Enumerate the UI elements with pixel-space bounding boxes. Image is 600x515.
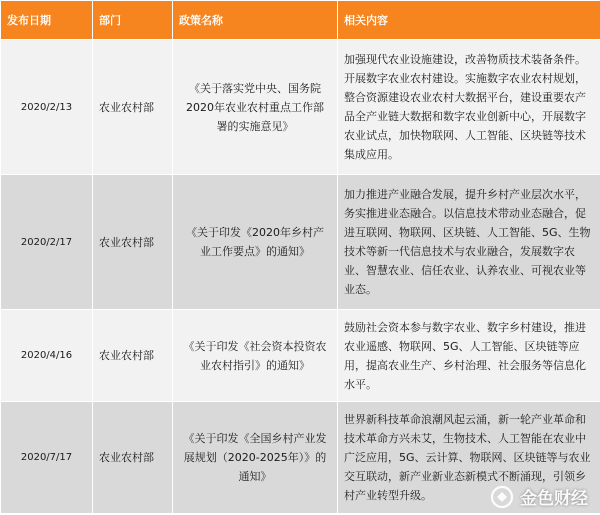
header-policy-name: 政策名称: [173, 1, 338, 40]
row-policy-name: 《关于印发《全国乡村产业发展规划（2020-2025年）》的通知》: [173, 402, 338, 514]
row-policy-name: 《关于落实党中央、国务院2020年农业农村重点工作部署的实施意见》: [173, 40, 338, 175]
row-content: 加强现代农业设施建设，改善物质技术装备条件。开展数字农业农村建设。实施数字农业农村规划，整合资源建设农业农村大数据平台，建设重要农产品全产业链大数据和数字农业创新中心，开展数字农业试点，加快物联网、人工智能、区块链等技术集成应用。: [338, 40, 600, 175]
table-row: [1, 310, 600, 402]
row-department: 农业农村部: [93, 310, 173, 402]
table-row: [1, 175, 600, 310]
row-content: 世界新科技革命浪潮风起云涌，新一轮产业革命和技术革命方兴未艾，生物技术、人工智能在农业中广泛应用，5G、云计算、物联网、区块链等与农业交互联动，新产业新业态新模式不断涌现，引领乡村产业转型升级。: [338, 402, 600, 514]
golden-coin-logo-icon: [490, 485, 514, 509]
header-related-content: 相关内容: [338, 1, 600, 40]
row-content: 鼓励社会资本参与数字农业、数字乡村建设，推进农业遥感、物联网、5G、人工智能、区块链等应用，提高农业生产、乡村治理、社会服务等信息化水平。: [338, 310, 600, 402]
row-department: 农业农村部: [93, 175, 173, 310]
row-content: 加力推进产业融合发展，提升乡村产业层次水平，务实推进业态融合。以信息技术带动业态融合，促进互联网、物联网、区块链、人工智能、5G、生物技术等新一代信息技术与农业融合，发展数字农业、智慧农业、信任农业、认养农业、可视农业等业态。: [338, 175, 600, 310]
row-date: 2020/4/16: [1, 310, 93, 402]
table-row: [1, 40, 600, 175]
row-department: 农业农村部: [93, 402, 173, 514]
row-date: 2020/2/13: [1, 40, 93, 175]
table-header: [1, 1, 600, 40]
row-policy-name: 《关于印发《社会资本投资农业农村指引》的通知》: [173, 310, 338, 402]
header-release-date: 发布日期: [1, 1, 93, 40]
row-department: 农业农村部: [93, 40, 173, 175]
row-date: 2020/2/17: [1, 175, 93, 310]
watermark-text: 金色财经: [520, 489, 588, 509]
watermark: [490, 484, 588, 509]
header-department: 部门: [93, 1, 173, 40]
row-policy-name: 《关于印发《2020年乡村产业工作要点》的通知》: [173, 175, 338, 310]
row-date: 2020/7/17: [1, 402, 93, 514]
